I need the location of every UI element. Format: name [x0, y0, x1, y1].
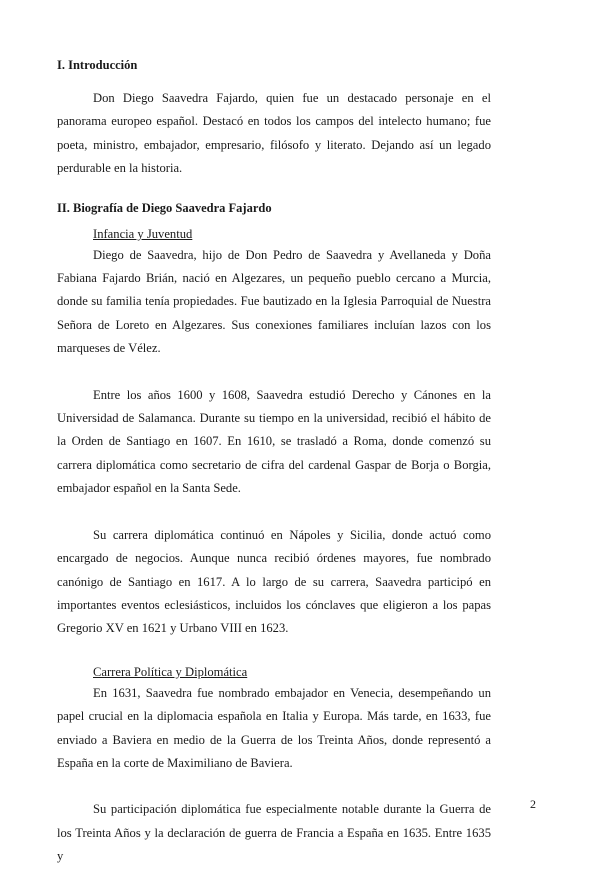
page-content	[57, 57, 491, 869]
career-paragraph-1: En 1631, Saavedra fue nombrado embajador en Venecia, desempeñando un papel crucial en la diplomacia española en Italia y Europa. Más tarde, en 1633, fue enviado a Baviera en medio de la Guerra de los Treinta Años, donde representó a España en la corte de Maximiliano de Baviera.	[57, 685, 491, 770]
subheading-carrera: Carrera Política y Diplomática	[93, 664, 248, 679]
subheading-infancia: Infancia y Juventud	[93, 226, 193, 241]
bio-paragraph-1: Diego de Saavedra, hijo de Don Pedro de Saavedra y Avellaneda y Doña Fabiana Fajardo Brián, nació en Algezares, un pequeño pueblo cercano a Murcia, donde su familia tenía propiedades. Fue bautizado en la Iglesia Parroquial de Nuestra Señora de Loreto en Algezares. Sus conexiones familiares incluían lazos con los marqueses de Vélez.	[57, 247, 491, 356]
page-number: 2	[530, 797, 536, 811]
intro-paragraph: Don Diego Saavedra Fajardo, quien fue un destacado personaje en el panorama europeo español. Destacó en todos los campos del intelecto humano; fue poeta, ministro, embajador, empresario, filósofo y literato. Dejando así un legado perdurable en la historia.	[57, 91, 491, 176]
section-heading-introduccion: I. Introducción	[57, 58, 138, 72]
section-heading-biografia: II. Biografía de Diego Saavedra Fajardo	[57, 200, 272, 215]
bio-paragraph-3: Su carrera diplomática continuó en Nápoles y Sicilia, donde actuó como encargado de negocios. Aunque nunca recibió órdenes mayores, fue nombrado canónigo de Santiago en 1617. A lo largo de su carrera, Saavedra participó en importantes eventos eclesiásticos, incluidos los cónclaves que eligieron a los papas Gregorio XV en 1621 y Urbano VIII en 1623.	[57, 527, 491, 636]
career-paragraph-2: Su participación diplomática fue especialmente notable durante la Guerra de los Treinta Años y la declaración de guerra de Francia a España en 1635. Entre 1635 y	[57, 802, 491, 864]
bio-paragraph-2: Entre los años 1600 y 1608, Saavedra estudió Derecho y Cánones en la Universidad de Salamanca. Durante su tiempo en la universidad, recibió el hábito de la Orden de Santiago en 1607. En 1610, se trasladó a Roma, donde comenzó su carrera diplomática como secretario de cifra del cardenal Gaspar de Borja o Borgia, embajador español en la Santa Sede.	[57, 387, 491, 496]
